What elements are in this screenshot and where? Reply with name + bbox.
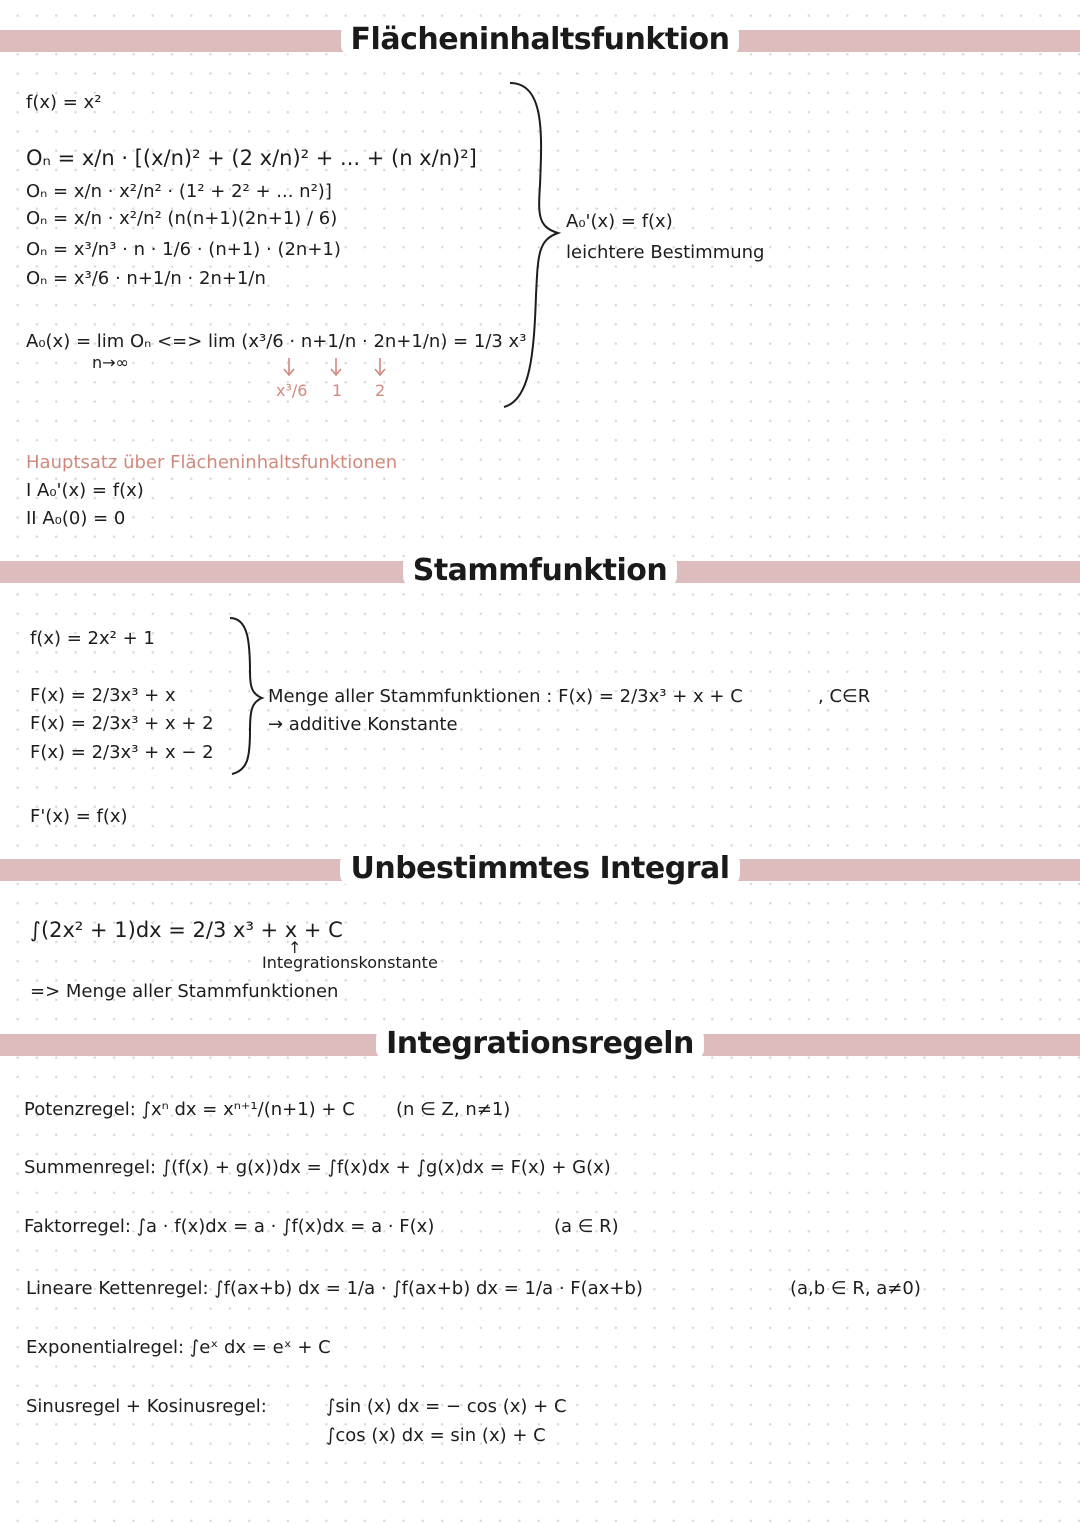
stamm-antiderivative-1: F(x) = 2/3x³ + x <box>30 685 176 706</box>
stamm-set-description: Menge aller Stammfunktionen : F(x) = 2/3x³ + x + C <box>268 686 743 707</box>
section-title-integrationsregeln: Integrationsregeln <box>0 1026 1080 1061</box>
theorem-item-1: I A₀'(x) = f(x) <box>26 480 144 501</box>
rule-sum: Summenregel: ∫(f(x) + g(x))dx = ∫f(x)dx + ∫g(x)dx = F(x) + G(x) <box>24 1157 611 1178</box>
rule-power-condition: (n ∈ Z, n≠1) <box>396 1099 511 1120</box>
rule-exponential: Exponentialregel: ∫eˣ dx = eˣ + C <box>26 1337 331 1358</box>
limit-value-3: 2 <box>375 381 386 400</box>
rule-linear-chain-condition: (a,b ∈ R, a≠0) <box>790 1278 921 1299</box>
area-sum-line-4: Oₙ = x³/n³ · n · 1/6 · (n+1) · (2n+1) <box>26 239 341 260</box>
limit-value-2: 1 <box>332 381 343 400</box>
indefinite-integral-meaning: => Menge aller Stammfunktionen <box>30 981 339 1002</box>
integration-constant-label: Integrationskonstante <box>262 953 438 972</box>
section-title-stammfunktion: Stammfunktion <box>0 553 1080 588</box>
limit-value-1: x³/6 <box>276 381 308 400</box>
integration-constant-arrow: ↑ <box>288 938 302 957</box>
theorem-title: Hauptsatz über Flächeninhaltsfunktionen <box>26 452 398 473</box>
stamm-antiderivative-3: F(x) = 2/3x³ + x − 2 <box>30 742 214 763</box>
curly-brace-area <box>500 75 570 415</box>
section-title-flaecheninhalt: Flächeninhaltsfunktion <box>0 22 1080 57</box>
area-limit-equation: A₀(x) = lim Oₙ <=> lim (x³/6 · n+1/n · 2n+1/n) = 1/3 x³ <box>26 331 527 352</box>
area-function-definition: f(x) = x² <box>26 92 102 113</box>
section-title-unbestimmtes-integral: Unbestimmtes Integral <box>0 851 1080 886</box>
area-sum-line-5: Oₙ = x³/6 · n+1/n · 2n+1/n <box>26 268 266 289</box>
rule-sine: ∫sin (x) dx = − cos (x) + C <box>326 1396 567 1417</box>
rule-cosine: ∫cos (x) dx = sin (x) + C <box>326 1425 546 1446</box>
limit-subscript: n→∞ <box>92 353 129 372</box>
rule-sine-cosine-label: Sinusregel + Kosinusregel: <box>26 1396 267 1417</box>
stamm-function-definition: f(x) = 2x² + 1 <box>30 628 155 649</box>
brace-result-note: leichtere Bestimmung <box>566 242 765 263</box>
brace-result-derivative: A₀'(x) = f(x) <box>566 211 673 232</box>
rule-linear-chain: Lineare Kettenregel: ∫f(ax+b) dx = 1/a · ∫f(ax+b) dx = 1/a · F(ax+b) <box>26 1278 643 1299</box>
stamm-additive-constant: → additive Konstante <box>268 714 458 735</box>
area-sum-line-2: Oₙ = x/n · x²/n² · (1² + 2² + ... n²)] <box>26 181 332 202</box>
rule-factor-condition: (a ∈ R) <box>554 1216 619 1237</box>
area-sum-line-3: Oₙ = x/n · x²/n² (n(n+1)(2n+1) / 6) <box>26 208 338 229</box>
area-sum-line-1: Oₙ = x/n · [(x/n)² + (2 x/n)² + ... + (n x/n)²] <box>26 146 477 170</box>
curly-brace-stamm <box>226 612 266 782</box>
theorem-item-2: II A₀(0) = 0 <box>26 508 126 529</box>
stamm-set-constant-domain: , C∈R <box>818 686 871 707</box>
rule-power: Potenzregel: ∫xⁿ dx = xⁿ⁺¹/(n+1) + C <box>24 1099 355 1120</box>
stamm-derivative-relation: F'(x) = f(x) <box>30 806 128 827</box>
indefinite-integral-example: ∫(2x² + 1)dx = 2/3 x³ + x + C <box>30 918 343 942</box>
stamm-antiderivative-2: F(x) = 2/3x³ + x + 2 <box>30 713 214 734</box>
rule-factor: Faktorregel: ∫a · f(x)dx = a · ∫f(x)dx = a · F(x) <box>24 1216 435 1237</box>
